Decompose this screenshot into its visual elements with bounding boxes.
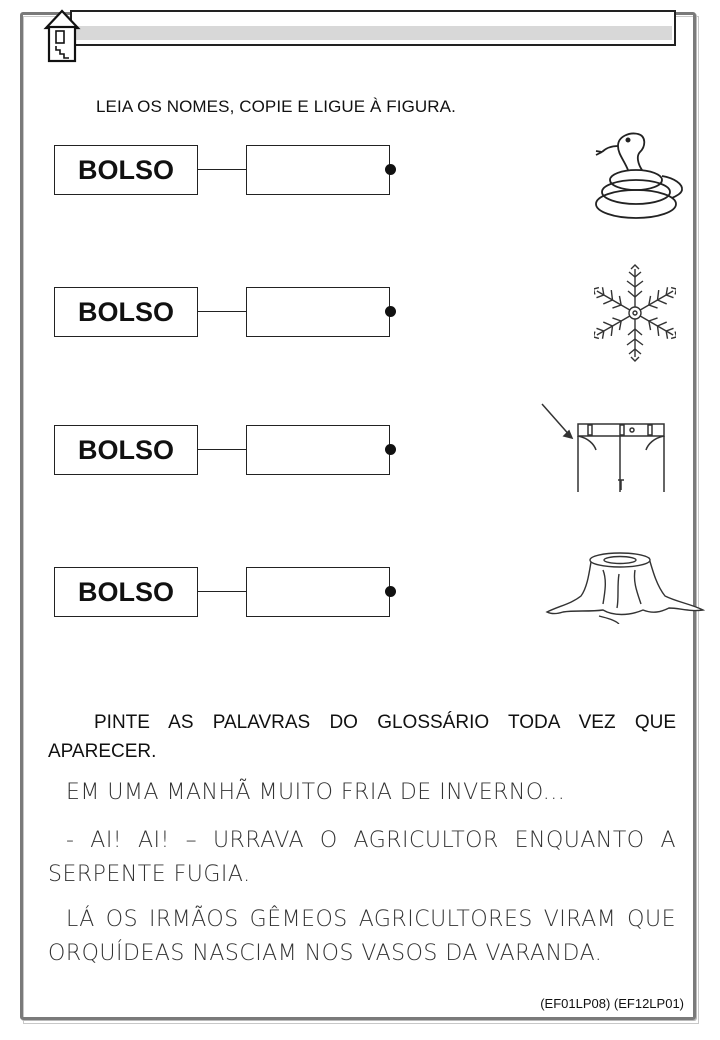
story-paragraph-1 [48,780,676,805]
snake-icon[interactable] [588,124,688,224]
copy-answer-box[interactable] [246,287,390,337]
word-box: BOLSO [54,425,198,475]
story-paragraph-2-text: - AI! AI! – URRAVA O AGRICULTOR ENQUANTO A SERPENTE FUGIA. [48,828,676,887]
pants-pocket-icon[interactable] [538,400,670,496]
story-paragraph-1-text: EM UMA MANHÃ MUITO FRIA DE INVERNO... [66,780,566,805]
connector-line [198,449,246,450]
word-box: BOLSO [54,567,198,617]
match-row [54,567,414,619]
header-gray-band [74,26,672,40]
match-row [54,145,414,197]
story-paragraph-2 [48,824,676,892]
connector-line [198,591,246,592]
link-dot[interactable] [385,306,396,317]
skill-codes: (EF01LP08) (EF12LP01) [540,996,684,1011]
house-icon [42,8,82,64]
instruction-paint-glossary-text: PINTE AS PALAVRAS DO GLOSSÁRIO TODA VEZ QUE APARECER. [48,712,676,762]
connector-line [198,169,246,170]
match-row [54,287,414,339]
copy-answer-box[interactable] [246,425,390,475]
instruction-paint-glossary [48,708,676,766]
story-paragraph-3-text: LÁ OS IRMÃOS GÊMEOS AGRICULTORES VIRAM QUE ORQUÍDEAS NASCIAM NOS VASOS DA VARANDA. [48,907,676,966]
instruction-read-copy-link: LEIA OS NOMES, COPIE E LIGUE À FIGURA. [96,97,456,116]
header-bar [70,10,676,46]
connector-line [198,311,246,312]
link-dot[interactable] [385,586,396,597]
tree-stump-icon[interactable] [545,546,705,624]
word-box: BOLSO [54,145,198,195]
link-dot[interactable] [385,164,396,175]
copy-answer-box[interactable] [246,567,390,617]
link-dot[interactable] [385,444,396,455]
copy-answer-box[interactable] [246,145,390,195]
story-paragraph-3 [48,903,676,971]
match-row [54,425,414,477]
word-box: BOLSO [54,287,198,337]
snowflake-icon[interactable] [594,264,676,362]
